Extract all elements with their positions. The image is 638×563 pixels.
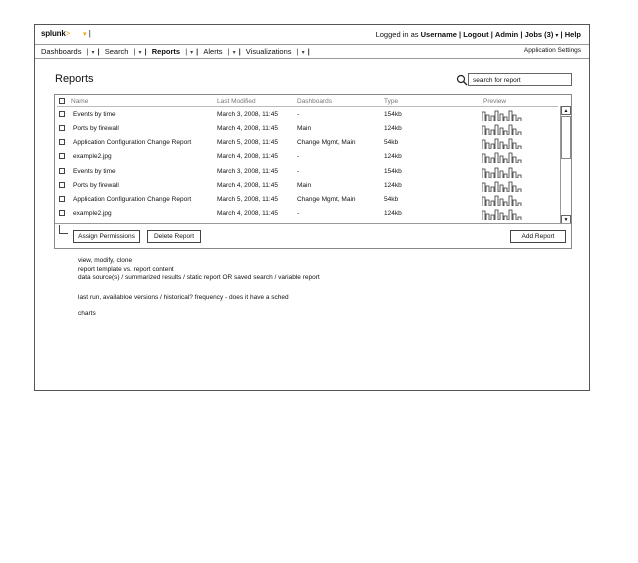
last-modified: March 5, 2008, 11:45 bbox=[217, 139, 278, 146]
table-row[interactable] bbox=[57, 207, 558, 221]
delete-report-button[interactable]: Delete Report bbox=[147, 230, 201, 243]
note-line: last run, availabloe versions / historical? frequency - does it have a sched bbox=[78, 294, 289, 301]
admin-link[interactable]: Admin bbox=[494, 30, 519, 39]
logo-suffix: > bbox=[65, 29, 71, 38]
type-cell: 154kb bbox=[384, 168, 402, 175]
nav-bar bbox=[35, 44, 589, 59]
preview-chart-icon[interactable] bbox=[482, 166, 522, 178]
preview-chart-icon[interactable] bbox=[482, 123, 522, 135]
logo-separator: | bbox=[88, 29, 91, 38]
search-input[interactable]: search for report bbox=[468, 73, 572, 86]
type-cell: 124kb bbox=[384, 125, 402, 132]
jobs-chevron-icon[interactable]: ▾ bbox=[555, 33, 559, 39]
dashboards-cell: - bbox=[297, 210, 300, 217]
reports-table bbox=[57, 97, 558, 223]
alerts-chevron-icon[interactable]: ▾ bbox=[232, 50, 236, 56]
type-cell: 124kb bbox=[384, 210, 402, 217]
selection-corner-icon bbox=[59, 225, 68, 234]
scroll-up-icon[interactable]: ▲ bbox=[561, 106, 571, 115]
report-name[interactable]: example2.jpg bbox=[73, 210, 112, 217]
table-row[interactable] bbox=[57, 108, 558, 122]
table-row[interactable] bbox=[57, 122, 558, 136]
user-links: Logged in as Username | Logout | Admin | Jobs (3) ▾ | Help bbox=[375, 30, 581, 39]
scroll-down-icon[interactable]: ▼ bbox=[561, 215, 571, 224]
note-line: data source(s) / summarized results / static report OR saved search / variable report bbox=[78, 274, 320, 281]
preview-chart-icon[interactable] bbox=[482, 137, 522, 149]
reports-panel bbox=[54, 94, 572, 249]
dashboards-cell: Change Mgmt, Main bbox=[297, 139, 356, 146]
app-window bbox=[34, 24, 590, 391]
last-modified: March 3, 2008, 11:45 bbox=[217, 168, 278, 175]
scroll-thumb[interactable] bbox=[561, 116, 571, 159]
dashboards-cell: Main bbox=[297, 182, 312, 189]
report-name[interactable]: example2.jpg bbox=[73, 153, 112, 160]
logo-text: splunk bbox=[41, 29, 66, 38]
jobs-link[interactable]: Jobs (3) bbox=[524, 30, 554, 39]
preview-chart-icon[interactable] bbox=[482, 208, 522, 220]
row-checkbox[interactable] bbox=[59, 196, 65, 202]
column-header-type[interactable]: Type bbox=[384, 98, 399, 105]
dashboards-chevron-icon[interactable]: ▾ bbox=[91, 50, 95, 56]
type-cell: 124kb bbox=[384, 153, 402, 160]
help-link[interactable]: Help bbox=[564, 30, 581, 39]
dashboards-cell: - bbox=[297, 153, 300, 160]
column-header-preview[interactable]: Preview bbox=[483, 98, 507, 105]
last-modified: March 4, 2008, 11:45 bbox=[217, 210, 278, 217]
table-row[interactable] bbox=[57, 179, 558, 193]
nav-item-search[interactable]: Search bbox=[104, 47, 129, 56]
last-modified: March 4, 2008, 11:45 bbox=[217, 182, 278, 189]
username: Username bbox=[420, 30, 457, 39]
splunk-logo[interactable] bbox=[41, 29, 70, 38]
report-name[interactable]: Events by time bbox=[73, 168, 116, 175]
nav-item-reports[interactable]: Reports bbox=[151, 47, 181, 56]
type-cell: 54kb bbox=[384, 196, 399, 203]
reports-chevron-icon[interactable]: ▾ bbox=[190, 50, 194, 56]
report-name[interactable]: Events by time bbox=[73, 111, 116, 118]
note-line: charts bbox=[78, 310, 96, 317]
column-header-name[interactable]: Name bbox=[71, 98, 89, 105]
select-all-checkbox[interactable] bbox=[59, 98, 65, 104]
column-header-last-modified[interactable]: Last Modified bbox=[217, 98, 256, 105]
column-header-dashboards[interactable]: Dashboards bbox=[297, 98, 333, 105]
preview-chart-icon[interactable] bbox=[482, 194, 522, 206]
dashboards-cell: - bbox=[297, 111, 300, 118]
table-header bbox=[57, 97, 558, 107]
table-row[interactable] bbox=[57, 193, 558, 207]
nav-item-visualizations[interactable]: Visualizations bbox=[245, 47, 292, 56]
row-checkbox[interactable] bbox=[59, 168, 65, 174]
report-name[interactable]: Application Configuration Change Report bbox=[73, 196, 192, 203]
note-line: view, modify, clone bbox=[78, 257, 133, 264]
type-cell: 154kb bbox=[384, 111, 402, 118]
dashboards-cell: - bbox=[297, 168, 300, 175]
row-checkbox[interactable] bbox=[59, 153, 65, 159]
last-modified: March 4, 2008, 11:45 bbox=[217, 153, 278, 160]
nav-item-dashboards[interactable]: Dashboards bbox=[41, 47, 82, 56]
logout-link[interactable]: Logout bbox=[463, 30, 489, 39]
search-icon[interactable] bbox=[456, 74, 468, 86]
note-line: report template vs. report content bbox=[78, 266, 174, 273]
row-checkbox[interactable] bbox=[59, 125, 65, 131]
nav-menu: Dashboards | ▾ | Search | ▾ | Reports | ▾ | Alerts | ▾ | Visualizations | ▾ | bbox=[41, 47, 310, 56]
application-settings-link[interactable]: Application Settings bbox=[523, 47, 581, 54]
search-chevron-icon[interactable]: ▾ bbox=[138, 50, 142, 56]
app-switcher-chevron-icon[interactable]: ▾ bbox=[83, 31, 87, 38]
visualizations-chevron-icon[interactable]: ▾ bbox=[301, 50, 305, 56]
report-name[interactable]: Ports by firewall bbox=[73, 182, 119, 189]
report-name[interactable]: Application Configuration Change Report bbox=[73, 139, 192, 146]
dashboards-cell: Change Mgmt, Main bbox=[297, 196, 356, 203]
row-checkbox[interactable] bbox=[59, 182, 65, 188]
report-name[interactable]: Ports by firewall bbox=[73, 125, 119, 132]
page-title: Reports bbox=[55, 73, 94, 85]
panel-divider bbox=[55, 223, 571, 224]
table-row[interactable] bbox=[57, 165, 558, 179]
add-report-button[interactable]: Add Report bbox=[510, 230, 566, 243]
table-row[interactable] bbox=[57, 150, 558, 164]
type-cell: 124kb bbox=[384, 182, 402, 189]
app-switcher[interactable] bbox=[83, 29, 91, 38]
table-scrollbar[interactable] bbox=[560, 106, 571, 224]
dashboards-cell: Main bbox=[297, 125, 312, 132]
top-bar bbox=[35, 25, 589, 45]
preview-chart-icon[interactable] bbox=[482, 109, 522, 121]
last-modified: March 5, 2008, 11:45 bbox=[217, 196, 278, 203]
row-checkbox[interactable] bbox=[59, 111, 65, 117]
nav-item-alerts[interactable]: Alerts bbox=[203, 47, 223, 56]
preview-chart-icon[interactable] bbox=[482, 151, 522, 163]
preview-chart-icon[interactable] bbox=[482, 180, 522, 192]
type-cell: 54kb bbox=[384, 139, 399, 146]
logged-in-label: Logged in as bbox=[375, 30, 421, 39]
assign-permissions-button[interactable]: Assign Permissions bbox=[73, 230, 140, 243]
last-modified: March 3, 2008, 11:45 bbox=[217, 111, 278, 118]
table-row[interactable] bbox=[57, 136, 558, 150]
row-checkbox[interactable] bbox=[59, 210, 65, 216]
last-modified: March 4, 2008, 11:45 bbox=[217, 125, 278, 132]
row-checkbox[interactable] bbox=[59, 139, 65, 145]
